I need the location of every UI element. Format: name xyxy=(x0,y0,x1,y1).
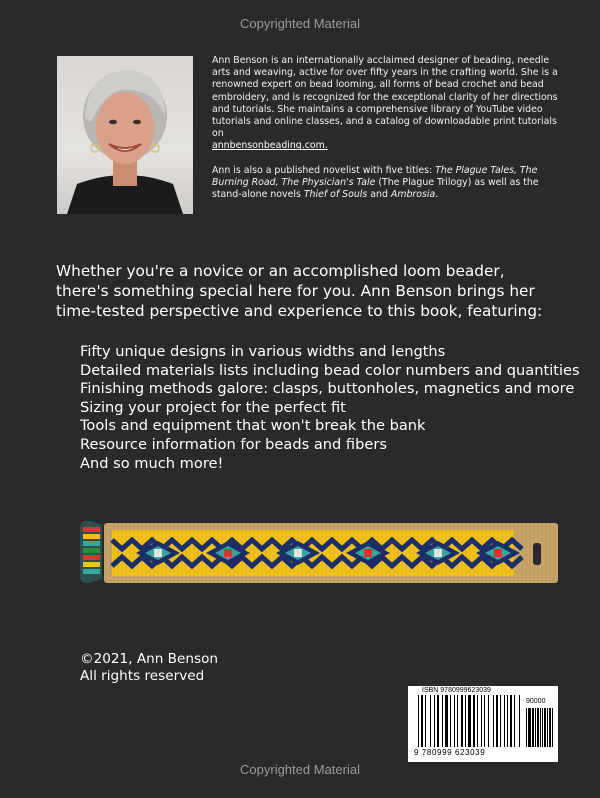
watermark-top: Copyrighted Material xyxy=(240,16,360,31)
bio-text-2d: . xyxy=(435,189,439,201)
feature-list xyxy=(80,343,580,473)
bio-paragraph-2 xyxy=(212,165,564,202)
author-photo xyxy=(57,56,193,214)
copyright-line: ©2021, Ann Benson xyxy=(80,651,219,667)
novel-title-ambrosia: Ambrosia xyxy=(390,189,436,201)
author-bio xyxy=(212,55,564,213)
feature-item: Sizing your project for the perfect fit xyxy=(80,398,346,416)
clasp-bead-row xyxy=(83,534,100,539)
feature-item: Resource information for beads and fibers xyxy=(80,435,387,453)
feature-item: Tools and equipment that won't break the bank xyxy=(80,417,426,435)
novel-title-thief: Thief of Souls xyxy=(303,189,368,201)
bio-paragraph-1 xyxy=(212,55,564,153)
clasp-bead-row xyxy=(83,562,100,567)
clasp-bead-row xyxy=(83,569,100,574)
feature-item: Detailed materials lists including bead color numbers and quantities xyxy=(80,361,580,379)
clasp-bead-row xyxy=(83,555,100,560)
intro-paragraph: Whether you're a novice or an accomplished loom beader, there's something special here for you. Ann Benson brings her time-tested perspective and experience to this book, featuring: xyxy=(56,262,543,320)
diamond-center xyxy=(224,549,232,557)
clasp-bead-row xyxy=(83,548,100,553)
website-link[interactable]: annbensonbeading.com. xyxy=(212,140,328,152)
novel-titles-trilogy: The Plague Tales, The Burning Road, The Physician's Tale xyxy=(212,164,538,188)
author-portrait-image xyxy=(57,56,193,214)
watermark-bottom: Copyrighted Material xyxy=(240,762,360,777)
clasp-bead-row xyxy=(83,541,100,546)
bio-text-2c: and xyxy=(367,189,391,201)
bio-text-2b: (The Plague Trilogy) as well as the stand-alone novels xyxy=(212,176,539,201)
beaded-bracelet-image xyxy=(78,513,560,591)
isbn-label: ISBN 9780999623039 xyxy=(422,687,491,694)
price-code: 90000 xyxy=(526,698,546,705)
barcode-digits: 9 780999 623039 xyxy=(414,748,486,757)
copyright-block xyxy=(80,651,218,685)
feature-item: Finishing methods galore: clasps, buttonholes, magnetics and more xyxy=(80,380,575,398)
bio-text-1: Ann Benson is an internationally acclaimed designer of beading, needle arts and weaving, active for over fifty years in the crafting world. She is a renowned expert on bead looming, all forms of bead crochet and bead embroidery, and is recognized for the exceptional clarity of her directions and tutorials. She maintains a comprehensive library of YouTube video tutorials and online classes, and a catalog of downloadable print tutorials on xyxy=(212,55,558,140)
rights-line: All rights reserved xyxy=(80,668,205,684)
bracelet-illustration xyxy=(78,513,560,591)
feature-item: And so much more! xyxy=(80,454,224,472)
clasp-bead-row xyxy=(83,527,100,532)
bio-text-2a: Ann is also a published novelist with five titles: xyxy=(212,164,436,176)
barcode xyxy=(408,686,558,762)
diamond-center xyxy=(364,549,372,557)
feature-item: Fifty unique designs in various widths and lengths xyxy=(80,343,446,360)
